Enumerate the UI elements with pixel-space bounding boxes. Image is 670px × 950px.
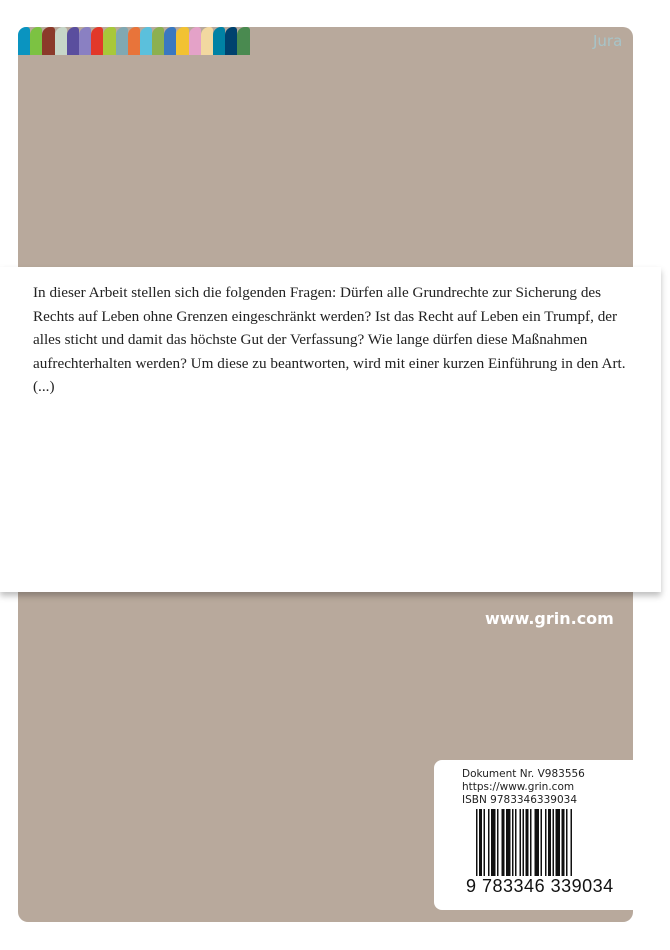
color-tab xyxy=(237,27,249,55)
color-tab xyxy=(213,27,225,55)
doc-number: Dokument Nr. V983556 xyxy=(462,768,585,780)
barcode-bar xyxy=(562,809,565,881)
barcode-bar xyxy=(506,809,511,881)
barcode-bar xyxy=(545,809,547,881)
color-tab xyxy=(91,27,103,55)
category-label: Jura xyxy=(593,32,623,50)
url: https://www.grin.com xyxy=(462,781,575,793)
barcode-bar xyxy=(497,809,499,881)
color-tab xyxy=(164,27,176,55)
barcode-bar xyxy=(520,809,522,881)
barcode-bar xyxy=(553,809,555,881)
color-tab xyxy=(67,27,79,55)
color-tab xyxy=(128,27,140,55)
barcode-box xyxy=(434,760,633,910)
barcode-bar xyxy=(556,809,561,881)
color-tab xyxy=(79,27,91,55)
color-tab xyxy=(42,27,54,55)
publisher-website: www.grin.com xyxy=(485,609,614,628)
blurb-text: In dieser Arbeit stellen sich die folgenden Fragen: Dürfen alle Grundrechte zur Sicherung des Rechts auf Leben ohne Grenzen eingeschränkt werden? Ist das Recht auf Leben ein Trumpf, der alles sticht und damit das höchste Gut der Verfassung? Wie lange dürfen diese Maßnahmen aufrechterhalten werden? Um diese zu beantworten, wird mit einer kurzen Einführung in den Art. (...) xyxy=(33,284,626,395)
color-tab xyxy=(103,27,115,55)
color-tab xyxy=(18,27,30,55)
barcode-bar xyxy=(541,809,543,881)
document-meta xyxy=(462,768,585,807)
color-tab xyxy=(55,27,67,55)
color-tab xyxy=(30,27,42,55)
color-tabs xyxy=(18,27,250,55)
barcode-bar xyxy=(526,809,529,881)
color-tab xyxy=(176,27,188,55)
barcode-bar xyxy=(535,809,540,881)
isbn: ISBN 9783346339034 xyxy=(462,794,578,806)
barcode-bar xyxy=(502,809,505,881)
color-tab xyxy=(152,27,164,55)
color-tab xyxy=(189,27,201,55)
barcode-digits: 9 783346 339034 xyxy=(466,876,614,896)
barcode-bar xyxy=(515,809,517,881)
color-tab xyxy=(225,27,237,55)
barcode-bar xyxy=(488,809,490,881)
color-tab xyxy=(116,27,128,55)
color-tab xyxy=(140,27,152,55)
barcode-bar xyxy=(548,809,551,881)
color-tab xyxy=(201,27,213,55)
barcode-bar xyxy=(512,809,514,881)
barcode-bar xyxy=(530,809,532,881)
barcode-bar xyxy=(491,809,496,881)
barcode-bar xyxy=(484,809,486,881)
barcode-bar xyxy=(566,809,568,881)
